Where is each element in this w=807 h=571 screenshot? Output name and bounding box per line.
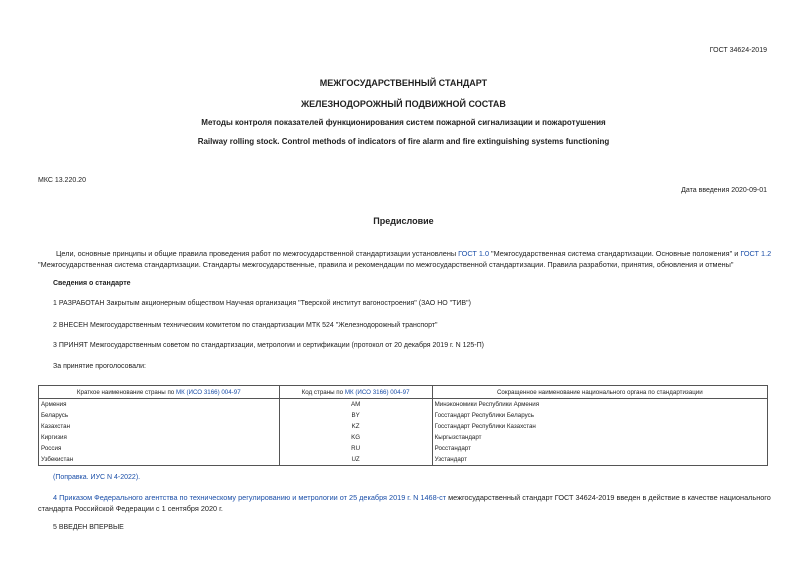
header-national-body: Сокращенное наименование национального органа по стандартизации xyxy=(432,386,767,399)
country-cell: Россия xyxy=(39,443,280,454)
header-country-name: Краткое наименование страны по МК (ИСО 3166) 004-97 xyxy=(39,386,280,399)
table-row xyxy=(39,432,768,443)
standard-title-ru: Методы контроля показателей функционирования систем пожарной сигнализации и пожаротушения xyxy=(201,118,606,127)
introduction-date: Дата введения 2020-09-01 xyxy=(681,187,767,194)
preface-paragraph xyxy=(38,248,773,270)
info-section-title: Сведения о стандарте xyxy=(53,280,131,287)
mk-iso-link[interactable]: МК (ИСО 3166) 004-97 xyxy=(175,388,241,396)
mks-code: МКС 13.220.20 xyxy=(38,177,86,184)
gost-1-0-link[interactable]: ГОСТ 1.0 xyxy=(458,249,489,258)
voted-label: За принятие проголосовали: xyxy=(53,363,146,370)
body-cell: Госстандарт Республики Беларусь xyxy=(432,410,767,421)
doc-code: ГОСТ 34624-2019 xyxy=(709,47,767,54)
mk-iso-link[interactable]: МК (ИСО 3166) 004-97 xyxy=(344,388,410,396)
standard-subject-heading: ЖЕЛЕЗНОДОРОЖНЫЙ ПОДВИЖНОЙ СОСТАВ xyxy=(301,99,506,109)
item-adopted-by: 3 ПРИНЯТ Межгосударственным советом по стандартизации, метрологии и сертификации (протокол от 20 декабря 2019 г. N 125-П) xyxy=(53,342,484,349)
item-put-into-effect xyxy=(38,492,773,514)
body-cell: Росстандарт xyxy=(432,443,767,454)
standard-type-heading: МЕЖГОСУДАРСТВЕННЫЙ СТАНДАРТ xyxy=(319,78,488,88)
header-country-code: Код страны по МК (ИСО 3166) 004-97 xyxy=(279,386,432,399)
preface-text-b: "Межгосударственная система стандартизации. Основные положения" и xyxy=(491,249,739,258)
country-cell: Казахстан xyxy=(39,421,280,432)
gost-1-2-link[interactable]: ГОСТ 1.2 xyxy=(740,249,772,258)
standard-title-en: Railway rolling stock. Control methods of indicators of fire alarm and fire extinguishing systems functioning xyxy=(197,137,610,146)
country-cell: Киргизия xyxy=(39,432,280,443)
code-cell: KG xyxy=(279,432,432,443)
body-cell: Узстандарт xyxy=(432,454,767,466)
body-cell: Кыргызстандарт xyxy=(432,432,767,443)
table-row xyxy=(39,443,768,454)
table-row xyxy=(39,410,768,421)
item-developed-by: 1 РАЗРАБОТАН Закрытым акционерным обществом Научная организация "Тверской институт вагоностроения" (ЗАО НО "ТИВ") xyxy=(53,300,471,307)
country-cell: Беларусь xyxy=(39,410,280,421)
country-cell: Узбекистан xyxy=(39,454,280,466)
item-put-into-effect-text: межгосударственный стандарт ГОСТ 34624-2019 введен в действие в качестве национального стандарта Российской Федерации с 1 сентября 2020 г. xyxy=(38,493,771,513)
table-row xyxy=(39,421,768,432)
amendment-link[interactable]: (Поправка. ИУС N 4-2022). xyxy=(53,474,141,481)
table-header-row xyxy=(39,386,768,399)
country-cell: Армения xyxy=(39,399,280,411)
voting-countries-table xyxy=(38,385,768,466)
table-row xyxy=(39,454,768,466)
code-cell: AM xyxy=(279,399,432,411)
code-cell: BY xyxy=(279,410,432,421)
rosstandart-order-link[interactable]: 4 Приказом Федерального агентства по техническому регулированию и метрологии от 25 декабря 2019 г. N 1468-ст xyxy=(53,493,447,502)
preface-text-c: "Межгосударственная система стандартизации. Стандарты межгосударственные, правила и рекомендации по межгосударственной стандартизации. Правила разработки, принятия, обновления и отмены" xyxy=(38,260,734,269)
preface-text-a: Цели, основные принципы и общие правила проведения работ по межгосударственной стандартизации установлены xyxy=(56,249,457,258)
code-cell: UZ xyxy=(279,454,432,466)
code-cell: RU xyxy=(279,443,432,454)
item-introduced-first: 5 ВВЕДЕН ВПЕРВЫЕ xyxy=(53,524,124,531)
preface-title: Предисловие xyxy=(373,216,434,226)
body-cell: Госстандарт Республики Казахстан xyxy=(432,421,767,432)
item-submitted-by: 2 ВНЕСЕН Межгосударственным техническим комитетом по стандартизации МТК 524 "Железнодорожный транспорт" xyxy=(53,322,438,329)
table-row xyxy=(39,399,768,411)
code-cell: KZ xyxy=(279,421,432,432)
body-cell: Минэкономики Республики Армения xyxy=(432,399,767,411)
